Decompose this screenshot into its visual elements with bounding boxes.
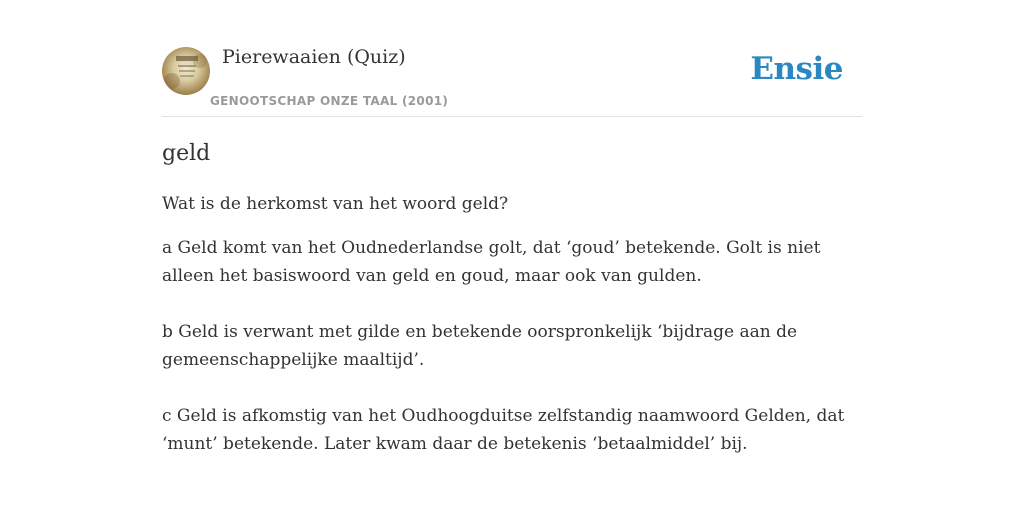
book-cover-icon bbox=[162, 47, 210, 95]
ensie-logo-link[interactable]: Ensie bbox=[750, 51, 843, 87]
answer-b: b Geld is verwant met gilde en betekende oorspronkelijk ‘bijdrage aan de gemeenschappelijke maaltijd’. bbox=[162, 322, 798, 370]
source-subtitle: GENOOTSCHAP ONZE TAAL (2001) bbox=[210, 94, 449, 108]
source-avatar[interactable] bbox=[162, 47, 210, 95]
answer-a: a Geld komt van het Oudnederlandse golt, dat ‘goud’ betekende. Golt is niet alleen het basiswoord van geld en goud, maar ook van gulden. bbox=[162, 238, 821, 286]
entry-content bbox=[162, 138, 862, 486]
entry-word: geld bbox=[162, 141, 211, 166]
source-title[interactable]: Pierewaaien (Quiz) bbox=[222, 46, 406, 68]
answer-c: c Geld is afkomstig van het Oudhoogduitse zelfstandig naamwoord Gelden, dat ‘munt’ betekende. Later kwam daar de betekenis ‘betaalmiddel’ bij. bbox=[162, 406, 845, 454]
entry-question: Wat is de herkomst van het woord geld? bbox=[162, 194, 509, 214]
source-header bbox=[162, 40, 862, 117]
